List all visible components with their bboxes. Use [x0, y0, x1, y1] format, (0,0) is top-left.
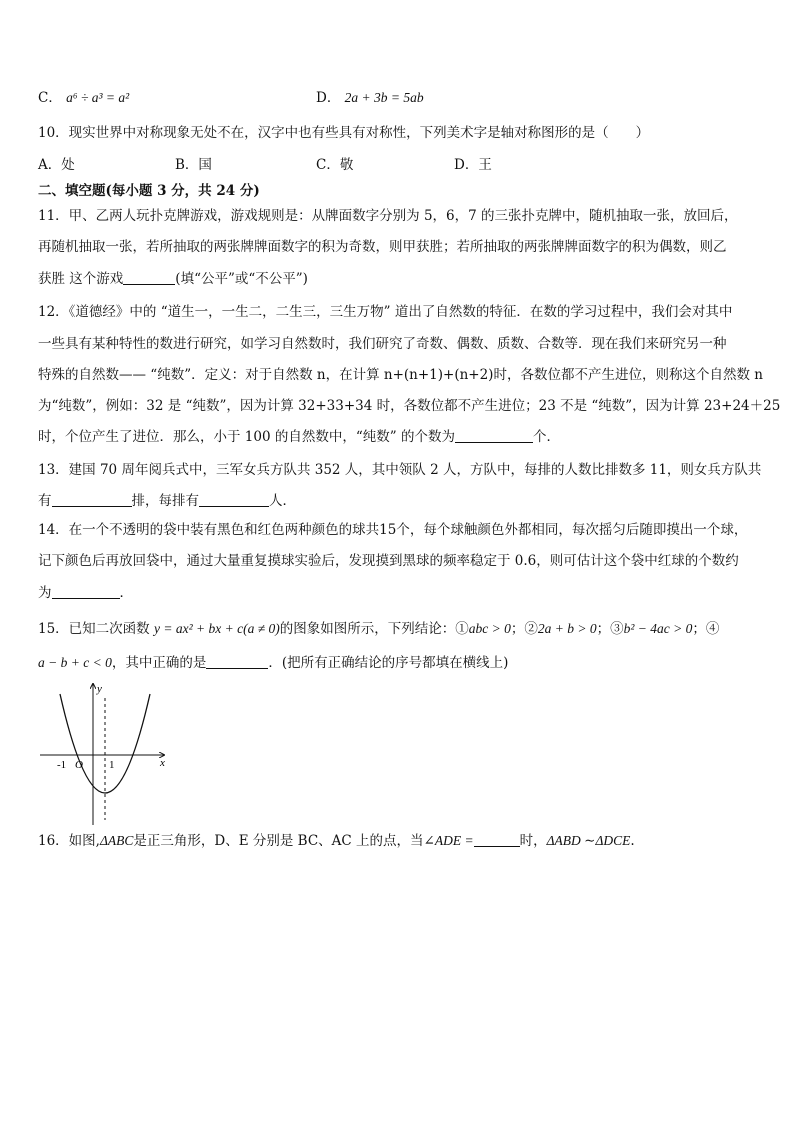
q11-line-2: 再随机抽取一张，若所抽取的两张牌牌面数字的积为奇数，则甲获胜；若所抽取的两张牌牌面数字的积为偶数，则乙	[38, 239, 727, 255]
q14-line-1: 14．在一个不透明的袋中装有黑色和红色两种颜色的球共15个，每个球触颜色外都相同，每次摇匀后随即摸出一个球，	[38, 522, 748, 538]
q10-option-d: D．王	[454, 157, 492, 173]
q12-answer-blank[interactable]	[455, 428, 533, 443]
q12-text: 时，个位产生了进位．那么，小于 100 的自然数中，“纯数” 的个数为	[38, 429, 455, 445]
q14-text: 为	[38, 585, 52, 601]
q15-parabola-graph	[38, 680, 178, 828]
q16-triangle-abc: ΔABC	[99, 833, 134, 848]
q14-answer-blank[interactable]	[52, 584, 120, 599]
q9-option-c-expression: a⁶ ÷ a³ = a²	[66, 90, 130, 105]
q10-option-a: A．处	[38, 157, 75, 173]
q11-answer-blank[interactable]	[123, 270, 175, 285]
q10-option-c: C．敬	[316, 157, 354, 173]
q13-line-2	[38, 492, 296, 510]
q11-hint: (填“公平”或“不公平”)	[175, 271, 308, 287]
q12-line-5	[38, 428, 560, 446]
q13-per-row-blank[interactable]	[199, 492, 269, 507]
q12-line-3: 特殊的自然数—— “纯数”．定义：对于自然数 n，在计算 n+(n+1)+(n+2)时，各数位都不产生进位，则称这个自然数 n	[38, 367, 763, 383]
q15-conclusion-4: a − b + c < 0	[38, 655, 112, 670]
q16-period: .	[630, 833, 635, 849]
q9-option-d-label: D．	[316, 90, 341, 106]
q14-line-3	[38, 584, 133, 602]
q12-line-2: 一些具有某种特性的数进行研究，如学习自然数时，我们研究了奇数、偶数、质数、合数等．现在我们来研究另一种	[38, 336, 727, 352]
q15-conclusion-3: b² − 4ac > 0	[623, 621, 693, 636]
y-axis-label: y	[97, 683, 102, 695]
q15-line-1	[38, 620, 719, 638]
q15-sep-2: ；③	[596, 621, 624, 637]
q13-text-b: 排，每排有	[131, 493, 199, 509]
q16-angle-ade: ∠ADE =	[423, 833, 474, 848]
q9-option-d-expression: 2a + 3b = 5ab	[344, 90, 424, 105]
q16-text-c: 时，	[519, 833, 547, 849]
q15-function: y = ax² + bx + c(a ≠ 0)	[153, 621, 280, 636]
q16-text-b: 是正三角形，D、E 分别是 BC、AC 上的点，当	[133, 833, 424, 849]
neg-one-label: -1	[57, 759, 67, 771]
q12-line-4: 为“纯数”，例如：32 是 “纯数”，因为计算 32+33+34 时，各数位都不产生进位；23 不是 “纯数”，因为计算 23+24＋25	[38, 398, 781, 414]
q15-text-b: 的图象如图所示，下列结论：①	[279, 621, 469, 637]
q9-option-c-label: C．	[38, 90, 62, 106]
q15-sep-3: ；④	[692, 621, 720, 637]
x-axis-label: x	[160, 757, 165, 769]
q12-unit: 个．	[532, 429, 560, 445]
q11-line-1: 11．甲、乙两人玩扑克牌游戏，游戏规则是：从牌面数字分别为 5，6，7 的三张扑克牌中，随机抽取一张，放回后，	[38, 208, 738, 224]
q14-period: ．	[119, 585, 133, 601]
q13-text-c: 人．	[269, 493, 296, 509]
q15-line-2	[38, 654, 508, 672]
q16-text-a: 16．如图,	[38, 833, 100, 849]
q14-line-2: 记下颜色后再放回袋中，通过大量重复摸球实验后，发现摸到黑球的频率稳定于 0.6，则可估计这个袋中红球的个数约	[38, 553, 739, 569]
q12-line-1: 12．《道德经》中的 “道生一，一生二，二生三，三生万物” 道出了自然数的特征．在数的学习过程中，我们会对其中	[38, 304, 733, 320]
q10-stem: 10．现实世界中对称现象无处不在，汉字中也有些具有对称性，下列美术字是轴对称图形的是（ ）	[38, 125, 650, 141]
q11-text: 获胜 这个游戏	[38, 271, 124, 287]
q15-conclusion-1: abc > 0	[468, 621, 511, 636]
q16-line	[38, 832, 635, 850]
one-label: 1	[109, 759, 115, 771]
q13-rows-blank[interactable]	[52, 492, 132, 507]
q10-option-b: B．国	[175, 157, 212, 173]
q11-line-3	[38, 270, 308, 288]
q15-hint: ．(把所有正确结论的序号都填在横线上)	[268, 655, 509, 671]
q16-answer-blank[interactable]	[474, 832, 520, 847]
q15-text-a: 15．已知二次函数	[38, 621, 150, 637]
q15-conclusion-2: 2a + b > 0	[537, 621, 597, 636]
q16-similar-triangles: ΔABD ∼ΔDCE	[546, 833, 631, 848]
q15-sep-1: ；②	[510, 621, 538, 637]
section-heading-fill-in: 二、填空题(每小题 3 分，共 24 分)	[38, 183, 260, 199]
q13-text-a: 有	[38, 493, 52, 509]
q9-option-d	[316, 89, 424, 107]
origin-label: O	[75, 759, 83, 771]
q15-answer-blank[interactable]	[206, 654, 268, 669]
q13-line-1: 13．建国 70 周年阅兵式中，三军女兵方队共 352 人，其中领队 2 人，方队中，每排的人数比排数多 11，则女兵方队共	[38, 462, 762, 478]
q9-option-c	[38, 89, 129, 107]
q15-text-c: ，其中正确的是	[111, 655, 207, 671]
